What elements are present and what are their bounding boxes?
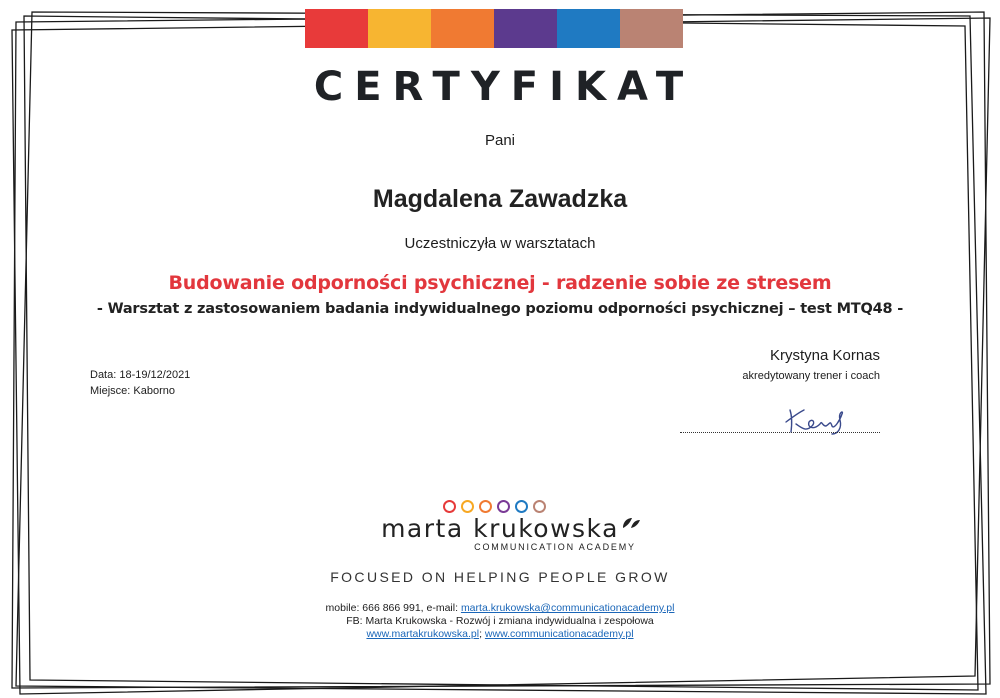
stripe-segment-orange	[431, 9, 494, 48]
brand-subtitle: COMMUNICATION ACADEMY	[474, 542, 636, 552]
trainer-name: Krystyna Kornas	[769, 347, 880, 364]
contact-line-1	[0, 602, 1000, 615]
trainer-block	[742, 347, 880, 382]
brand-dot	[515, 500, 528, 513]
color-stripe	[305, 9, 683, 48]
brand-dot	[533, 500, 546, 513]
event-details	[90, 367, 190, 399]
brand-dot	[497, 500, 510, 513]
recipient-name: Magdalena Zawadzka	[372, 185, 628, 213]
brand-dots	[443, 500, 546, 513]
event-place: Miejsce: Kaborno	[90, 385, 175, 397]
stripe-segment-purple	[494, 9, 557, 48]
brand-dot	[479, 500, 492, 513]
contact-info	[0, 602, 1000, 641]
email-link[interactable]: marta.krukowska@communicationacademy.pl	[460, 602, 675, 614]
salutation: Pani	[484, 132, 516, 149]
workshop-title: Budowanie odporności psychicznej - radzenie sobie ze stresem	[168, 272, 832, 294]
website-link-communicationacademy[interactable]: www.communicationacademy.pl	[484, 628, 634, 640]
participation-text: Uczestniczyła w warsztatach	[404, 235, 596, 252]
event-date: Data: 18-19/12/2021	[90, 369, 191, 381]
stripe-segment-blue	[557, 9, 620, 48]
brand-logo	[0, 514, 1000, 552]
brand-name: marta krukowska	[381, 514, 619, 543]
stripe-segment-yellow	[368, 9, 431, 48]
contact-facebook: FB: Marta Krukowska - Rozwój i zmiana indywidualna i zespołowa	[346, 615, 654, 627]
workshop-subtitle: - Warsztat z zastosowaniem badania indywidualnego poziomu odporności psychicznej – test MTQ48 -	[96, 301, 904, 317]
brand-tagline: FOCUSED ON HELPING PEOPLE GROW	[330, 569, 670, 585]
stripe-segment-red	[305, 9, 368, 48]
stripe-segment-brown	[620, 9, 683, 48]
website-link-martakrukowska[interactable]: www.martakrukowska.pl	[366, 628, 480, 640]
website-separator: ;	[479, 628, 485, 640]
brand-dot	[443, 500, 456, 513]
trainer-role: akredytowany trener i coach	[742, 370, 880, 382]
contact-phone-prefix: mobile: 666 866 991, e-mail:	[325, 602, 461, 614]
brand-dot	[461, 500, 474, 513]
signature-line	[680, 432, 880, 433]
certificate-title: CERTYFIKAT	[313, 64, 695, 110]
leaf-icon	[621, 516, 641, 530]
contact-websites	[0, 628, 1000, 641]
